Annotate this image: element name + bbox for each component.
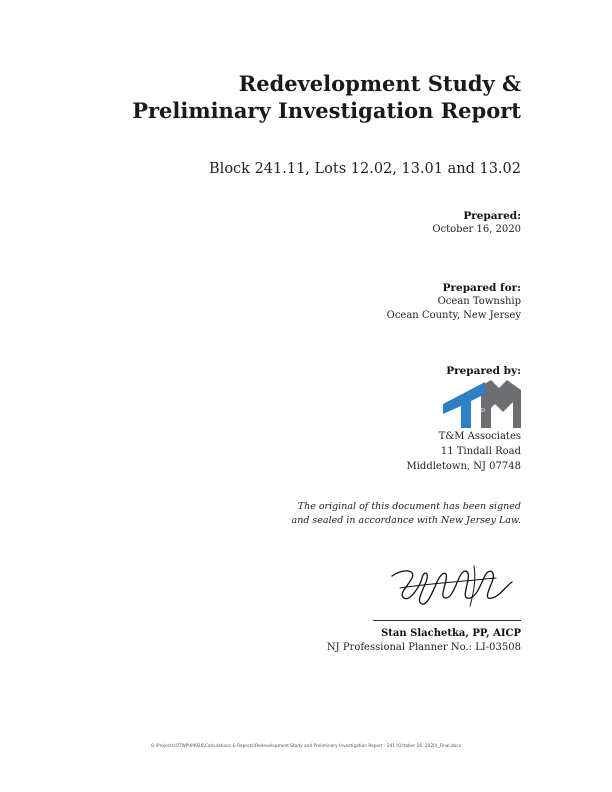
client-name: Ocean Township	[437, 296, 521, 307]
firm-name: T&M Associates	[438, 431, 521, 442]
prepared-date: October 16, 2020	[432, 224, 521, 235]
prepared-by-block	[281, 364, 521, 378]
signer-block	[261, 627, 521, 655]
signature-icon	[386, 558, 516, 610]
seal-note-line-2: and sealed in accordance with New Jersey Law.	[291, 515, 521, 526]
svg-text:AND: AND	[474, 408, 486, 414]
prepared-date-block	[281, 209, 521, 237]
prepared-label: Prepared:	[463, 210, 521, 222]
client-county: Ocean County, New Jersey	[386, 310, 521, 321]
document-subtitle: Block 241.11, Lots 12.02, 13.01 and 13.02	[209, 161, 521, 177]
title-line-2: Preliminary Investigation Report	[132, 98, 521, 123]
signer-name: Stan Slachetka, PP, AICP	[381, 628, 521, 639]
prepared-for-block	[281, 281, 521, 323]
footer-file-path: G:\Projects\OTWP\09926\Calculations & Reports\Redevelopment Study and Preliminary Investigation Report - 241 (October 16, 2020)_Final.docx	[150, 744, 462, 749]
prepared-for-label: Prepared for:	[442, 282, 521, 294]
prepared-by-label: Prepared by:	[446, 365, 521, 377]
seal-note-line-1: The original of this document has been signed	[297, 501, 521, 512]
firm-address-block	[281, 429, 521, 474]
firm-street: 11 Tindall Road	[440, 446, 521, 457]
seal-note	[221, 500, 521, 528]
signature-line	[373, 620, 521, 621]
tm-associates-logo-icon	[441, 378, 521, 428]
firm-city: Middletown, NJ 07748	[406, 461, 521, 472]
document-title	[101, 70, 521, 124]
title-line-1: Redevelopment Study &	[238, 71, 521, 96]
signer-license: NJ Professional Planner No.: LI-03508	[326, 642, 521, 653]
